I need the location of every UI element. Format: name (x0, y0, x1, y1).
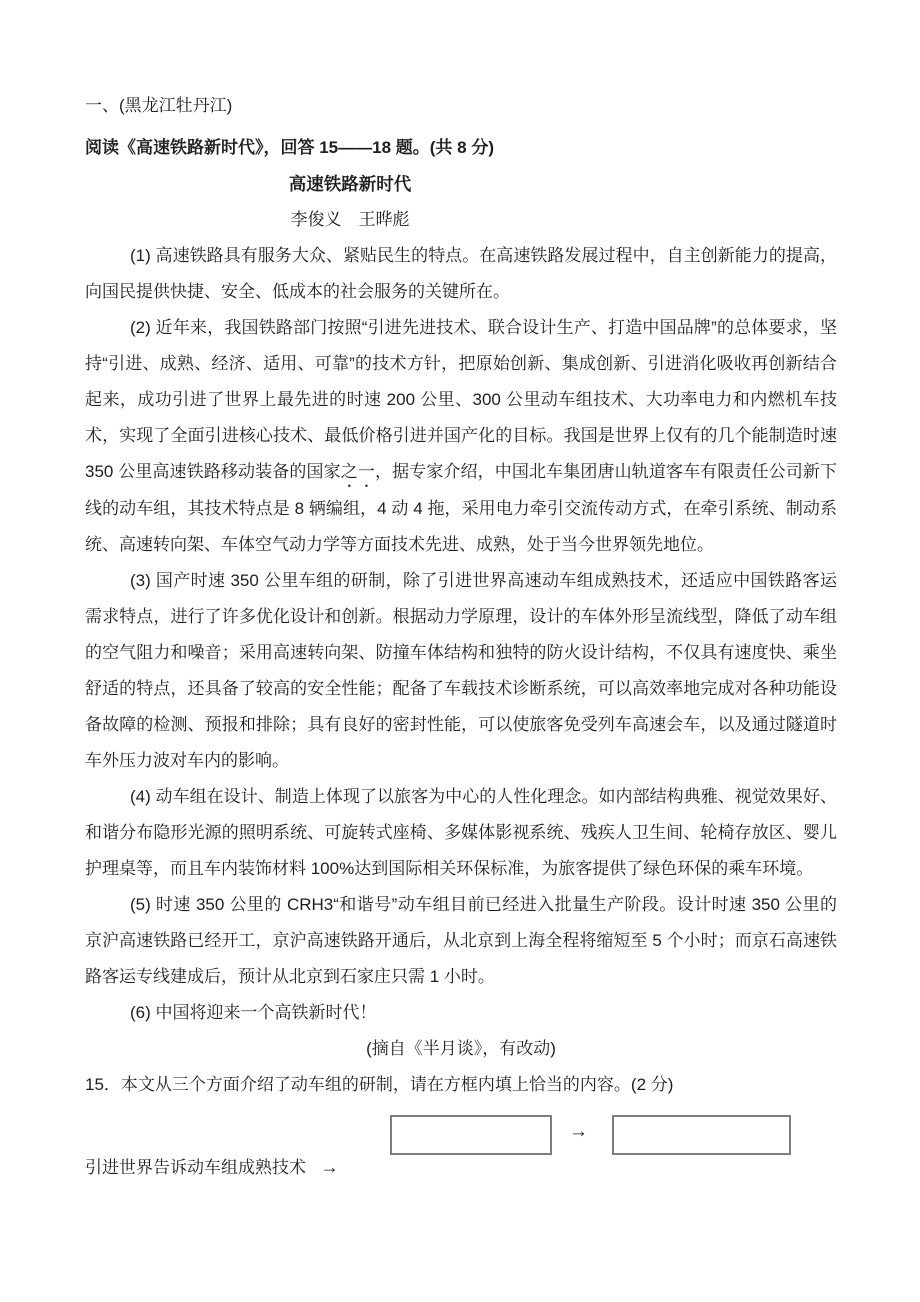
paragraph-text: (6) 中国将迎来一个高铁新时代！ (130, 1003, 377, 1022)
emphasized-text: 之一 (340, 462, 375, 481)
reading-instruction: 阅读《高速铁路新时代》，回答 15——18 题。(共 8 分) (85, 138, 494, 157)
answer-box-2[interactable] (612, 1115, 791, 1155)
paragraph (85, 563, 837, 779)
diagram-label (85, 1153, 339, 1178)
paragraph-text: (1) 高速铁路具有服务大众、紧贴民生的特点。在高速铁路发展过程中，自主创新能力的提高，向国民提供快捷、安全、低成本的社会服务的关键所在。 (85, 246, 837, 301)
paragraph (85, 779, 837, 887)
diagram-label-text: 引进世界告诉动车组成熟技术 (85, 1158, 306, 1177)
answer-box-1[interactable] (390, 1115, 552, 1155)
paragraph-text: ，据专家介绍，中国北车集团唐山轨道客车有限责任公司新下线的动车组，其技术特点是 8 辆编组，4 动 4 拖，采用电力牵引交流传动方式，在牵引系统、制动系统、高速转向架、车体空气动力学等方面技术先进、成熟，处于当今世界领先地位。 (85, 462, 838, 554)
article-title: 高速铁路新时代 (288, 174, 412, 194)
paragraph (85, 238, 837, 310)
paragraph-text: (3) 国产时速 350 公里车组的研制，除了引进世界高速动车组成熟技术，还适应中国铁路客运需求特点，进行了许多优化设计和创新。根据动力学原理，设计的车体外形呈流线型，降低了动车组的空气阻力和噪音；采用高速转向架、防撞车体结构和独特的防火设计结构，不仅具有速度快、乘坐舒适的特点，还具备了较高的安全性能；配备了车载技术诊断系统，可以高效率地完成对各种功能设备故障的检测、预报和排除；具有良好的密封性能，可以使旅客免受列车高速会车，以及通过隧道时车外压力波对车内的影响。 (85, 571, 837, 770)
question-15: 15．本文从三个方面介绍了动车组的研制，请在方框内填上恰当的内容。(2 分) (85, 1075, 674, 1094)
arrow-icon: → (569, 1121, 588, 1142)
section-header: 一、(黑龙江牡丹江) (85, 96, 233, 115)
answer-diagram (85, 1107, 837, 1207)
article-body (85, 238, 837, 1031)
arrow-icon: → (320, 1157, 339, 1177)
paragraph (85, 310, 837, 563)
paragraph-text: (2) 近年来，我国铁路部门按照“引进先进技术、联合设计生产、打造中国品牌”的总体要求，坚持“引进、成熟、经济、适用、可靠”的技术方针，把原始创新、集成创新、引进消化吸收再创新结合起来，成功引进了世界上最先进的时速 200 公里、300 公里动车组技术、大功率电力和内燃机车技术，实现了全面引进核心技术、最低价格引进并国产化的目标。我国是世界上仅有的几个能制造时速 350 公里高速铁路移动装备的国家 (85, 318, 837, 481)
paragraph (85, 887, 837, 995)
document-content (85, 88, 837, 1207)
citation: (摘自《半月谈》，有改动) (366, 1039, 556, 1058)
paragraph-text: (4) 动车组在设计、制造上体现了以旅客为中心的人性化理念。如内部结构典雅、视觉效果好、和谐分布隐形光源的照明系统、可旋转式座椅、多媒体影视系统、残疾人卫生间、轮椅存放区、婴儿护理桌等，而且车内装饰材料 100%达到国际相关环保标准，为旅客提供了绿色环保的乘车环境。 (85, 787, 837, 878)
article-authors: 李俊义 王晔彪 (290, 210, 410, 229)
paragraph-text: (5) 时速 350 公里的 CRH3“和谐号”动车组目前已经进入批量生产阶段。设计时速 350 公里的京沪高速铁路已经开工，京沪高速铁路开通后，从北京到上海全程将缩短至 5 个小时；而京石高速铁路客运专线建成后，预计从北京到石家庄只需 1 小时。 (85, 895, 837, 986)
article-header (85, 166, 615, 238)
paragraph (85, 995, 837, 1031)
